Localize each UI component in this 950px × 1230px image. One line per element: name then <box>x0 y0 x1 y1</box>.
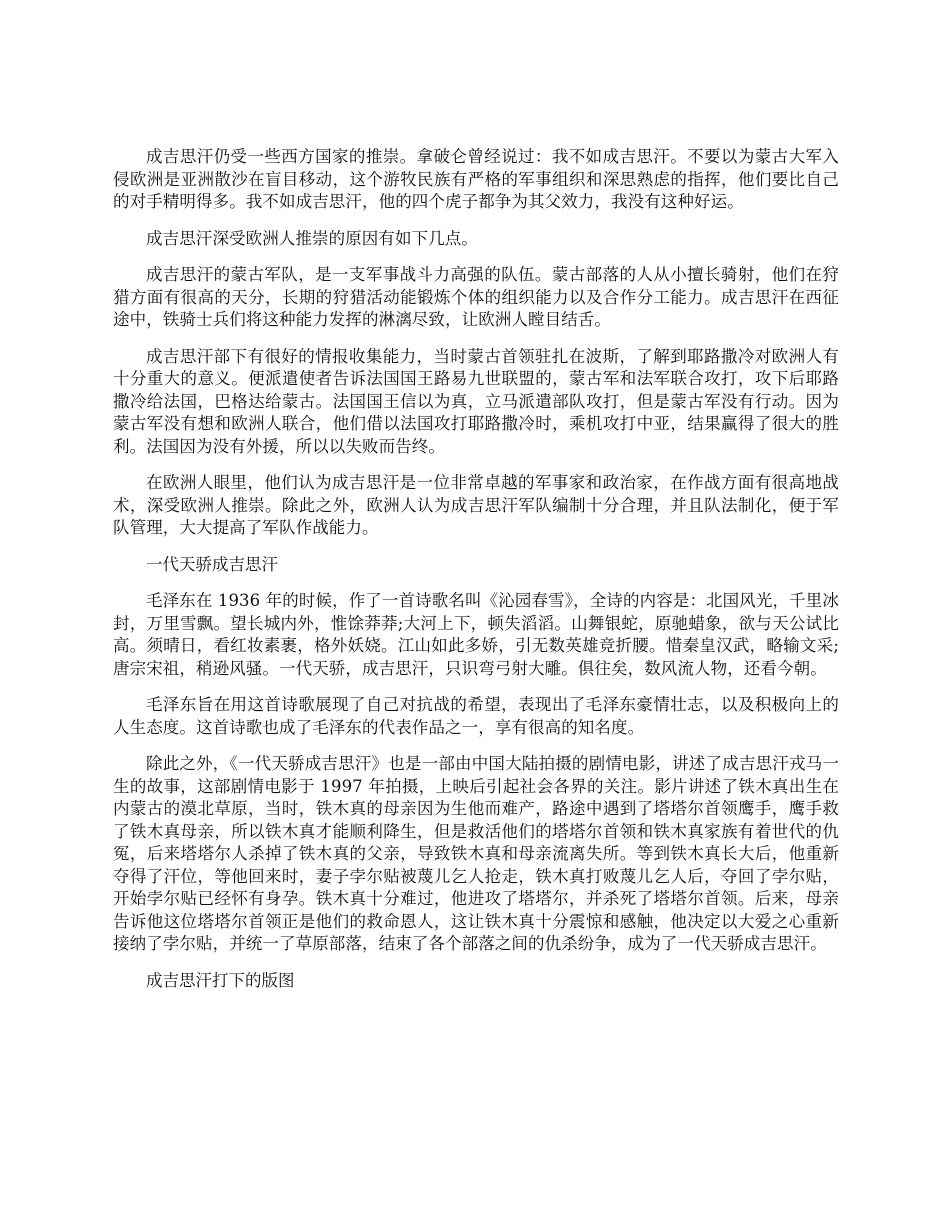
paragraph-film: 除此之外，《一代天骄成吉思汗》也是一部由中国大陆拍摄的剧情电影，讲述了成吉思汗戎马一生的故事，这部剧情电影于 1997 年拍摄，上映后引起社会各界的关注。影片讲述了铁木真出生在内蒙古的漠北草原，当时，铁木真的母亲因为生他而难产，路途中遇到了塔塔尔首领鹰手，鹰手救了铁木真母亲，所以铁木真才能顺利降生，但是救活他们的塔塔尔首领和铁木真家族有着世代的仇冤，后来塔塔尔人杀掉了铁木真的父亲，导致铁木真和母亲流离失所。等到铁木真长大后，他重新夺得了汗位，等他回来时，妻子孛尔贴被蔑儿乞人抢走，铁木真打败蔑儿乞人后，夺回了孛尔贴，开始孛尔贴已经怀有身孕。铁木真十分难过，他进攻了塔塔尔，并杀死了塔塔尔首领。后来，母亲告诉他这位塔塔尔首领正是他们的救命恩人，这让铁木真十分震惊和感触，他决定以大爱之心重新接纳了孛尔贴，并统一了草原部落，结束了各个部落之间的仇杀纷争，成为了一代天骄成吉思汗。 <box>113 754 839 953</box>
paragraph-intelligence: 成吉思汗部下有很好的情报收集能力，当时蒙古首领驻扎在波斯，了解到耶路撒冷对欧洲人有十分重大的意义。便派遣使者告诉法国国王路易九世联盟的，蒙古军和法军联合攻打，攻下后耶路撒冷给法国，巴格达给蒙古。法国国王信以为真，立马派遣部队攻打，但是蒙古军没有行动。因为蒙古军没有想和欧洲人联合，他们借以法国攻打耶路撒冷时，乘机攻打中亚，结果赢得了很大的胜利。法国因为没有外援，所以以失败而告终。 <box>113 346 839 456</box>
section-heading-territory: 成吉思汗打下的版图 <box>146 970 295 990</box>
section-heading-tianjiao: 一代天骄成吉思汗 <box>146 554 278 574</box>
paragraph-napoleon-quote: 成吉思汗仍受一些西方国家的推崇。拿破仑曾经说过：我不如成吉思汗。不要以为蒙古大军入侵欧洲是亚洲散沙在盲目移动，这个游牧民族有严格的军事组织和深思熟虑的指挥，他们要比自己的对手精明得多。我不如成吉思汗，他的四个虎子都争为其父效力，我没有这种好运。 <box>113 147 839 211</box>
document-body <box>113 146 839 1006</box>
paragraph-poem-meaning: 毛泽东旨在用这首诗歌展现了自己对抗战的希望，表现出了毛泽东豪情壮志，以及积极向上的人生态度。这首诗歌也成了毛泽东的代表作品之一，享有很高的知名度。 <box>113 695 839 737</box>
paragraph-mongol-army: 成吉思汗的蒙古军队，是一支军事战斗力高强的队伍。蒙古部落的人从小擅长骑射，他们在狩猎方面有很高的天分，长期的狩猎活动能锻炼个体的组织能力以及合作分工能力。成吉思汗在西征途中，铁骑士兵们将这种能力发挥的淋漓尽致，让欧洲人瞠目结舌。 <box>113 265 839 329</box>
paragraph-poem: 毛泽东在 1936 年的时候，作了一首诗歌名叫《沁园春雪》，全诗的内容是：北国风光，千里冰封，万里雪飘。望长城内外，惟馀莽莽;大河上下，顿失滔滔。山舞银蛇，原驰蜡象，欲与天公试比高。须晴日，看红妆素裹，格外妖娆。江山如此多娇，引无数英雄竞折腰。惜秦皇汉武，略输文采;唐宗宋祖，稍逊风骚。一代天骄，成吉思汗，只识弯弓射大雕。俱往矣，数风流人物，还看今朝。 <box>113 591 839 678</box>
paragraph-european-view: 在欧洲人眼里，他们认为成吉思汗是一位非常卓越的军事家和政治家，在作战方面有很高地战术，深受欧洲人推崇。除此之外，欧洲人认为成吉思汗军队编制十分合理，并且队法制化，便于军队管理，大大提高了军队作战能力。 <box>113 473 839 537</box>
paragraph-reasons-intro: 成吉思汗深受欧洲人推崇的原因有如下几点。 <box>146 228 478 248</box>
